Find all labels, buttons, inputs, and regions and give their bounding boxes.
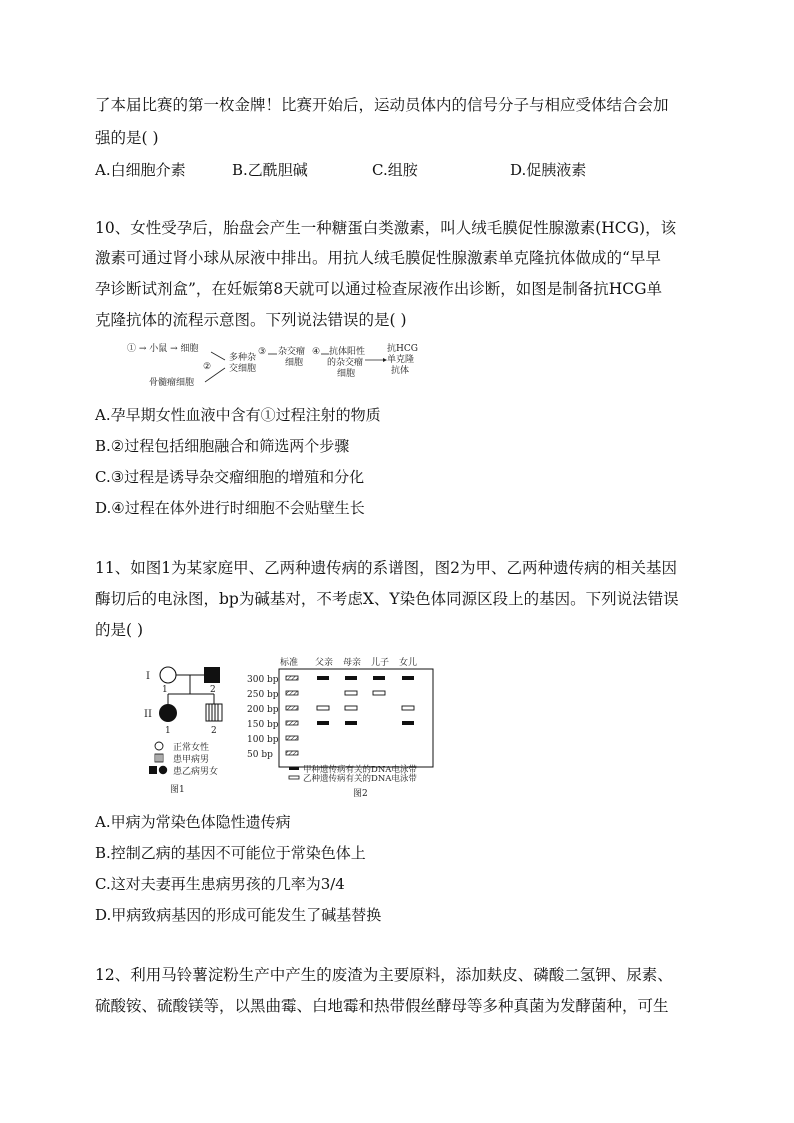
flow-pos-label-1: 抗体阳性 bbox=[329, 347, 366, 357]
legend-yi-band-icon bbox=[289, 776, 299, 779]
mother-band-jia-300 bbox=[345, 676, 357, 680]
col-header-mother: 母亲 bbox=[343, 658, 362, 668]
q10-line-2: 激素可通过肾小球从尿液中排出。用抗人绒毛膜促性腺激素单克隆抗体做成的“早早 bbox=[95, 249, 661, 267]
daughter-band-jia-150 bbox=[402, 721, 414, 725]
row-label-300: 300 bp bbox=[247, 675, 279, 685]
mother-band-jia-150 bbox=[345, 721, 357, 725]
flow-pos-label-3: 细胞 bbox=[337, 369, 356, 379]
gen-1-num-1: 1 bbox=[162, 685, 168, 695]
flow-bone-label: 骨髓瘤细胞 bbox=[149, 378, 195, 388]
flow-step1-label: ① → 小鼠 → 细胞 bbox=[127, 344, 199, 354]
ladder-band-50 bbox=[286, 751, 298, 755]
ladder-band-200 bbox=[286, 706, 298, 710]
q10-line-4: 克隆抗体的流程示意图。下列说法错误的是( ) bbox=[95, 311, 407, 329]
flow-hyb-label-2: 细胞 bbox=[285, 358, 304, 368]
legend-normal-female: 正常女性 bbox=[173, 743, 210, 753]
q11-option-a: A.甲病为常染色体隐性遗传病 bbox=[95, 813, 291, 831]
legend-normal-female-icon bbox=[155, 742, 163, 750]
q10-option-d: D.④过程在体外进行时细胞不会贴壁生长 bbox=[95, 499, 365, 517]
gen-2-num-1: 1 bbox=[165, 726, 171, 736]
father-band-jia-300 bbox=[317, 676, 329, 680]
daughter-affected-female-icon bbox=[159, 704, 177, 722]
legend-yi-female-icon bbox=[159, 766, 167, 774]
gen-2-label: II bbox=[144, 709, 152, 720]
q11-line-1: 11、如图1为某家庭甲、乙两种遗传病的系谱图，图2为甲、乙两种遗传病的相关基因 bbox=[95, 559, 677, 577]
daughter-band-yi-200 bbox=[402, 706, 414, 710]
flow-out-label-1: 抗HCG bbox=[387, 344, 418, 354]
col-header-standard: 标准 bbox=[280, 658, 299, 668]
q9-option-d: D.促胰液素 bbox=[510, 161, 587, 179]
flow-out-label-2: 单克隆 bbox=[387, 355, 415, 365]
q11-line-2: 酶切后的电泳图，bp为碱基对，不考虑X、Y染色体同源区段上的基因。下列说法错误 bbox=[95, 590, 679, 608]
father-affected-male-icon bbox=[204, 667, 220, 683]
pedigree-figure bbox=[140, 660, 250, 800]
gen-2-num-2: 2 bbox=[211, 726, 217, 736]
flow-step3-label: ③ bbox=[258, 347, 267, 357]
gen-1-label: I bbox=[146, 671, 150, 682]
legend-jia-band: 甲种遗传病有关的DNA电泳带 bbox=[303, 765, 417, 775]
son-band-jia-300 bbox=[373, 676, 385, 680]
q9-line-1: 了本届比赛的第一枚金牌！比赛开始后，运动员体内的信号分子与相应受体结合会加 bbox=[95, 96, 669, 114]
col-header-father: 父亲 bbox=[315, 658, 334, 668]
legend-yi-male-icon bbox=[149, 766, 157, 774]
ladder-band-100 bbox=[286, 736, 298, 740]
q11-option-d: D.甲病致病基因的形成可能发生了碱基替换 bbox=[95, 906, 382, 924]
col-header-son: 儿子 bbox=[371, 658, 390, 668]
col-header-daughter: 女儿 bbox=[399, 658, 418, 668]
row-label-150: 150 bp bbox=[247, 720, 279, 730]
q9-line-2: 强的是( ) bbox=[95, 129, 159, 147]
fig1-caption: 图1 bbox=[170, 785, 185, 795]
daughter-band-jia-300 bbox=[402, 676, 414, 680]
flow-mix-label-1: 多种杂 bbox=[229, 353, 257, 363]
legend-jia-band-icon bbox=[289, 767, 299, 770]
q9-option-a: A.白细胞介素 bbox=[95, 161, 186, 179]
q10-line-1: 10、女性受孕后，胎盘会产生一种糖蛋白类激素，叫人绒毛膜促性腺激素(HCG)，该 bbox=[95, 219, 677, 237]
q9-option-b: B.乙酰胆碱 bbox=[232, 161, 308, 179]
q10-option-c: C.③过程是诱导杂交瘤细胞的增殖和分化 bbox=[95, 468, 365, 486]
q10-option-a: A.孕早期女性血液中含有①过程注射的物质 bbox=[95, 406, 381, 424]
q10-line-3: 孕诊断试剂盒”，在妊娠第8天就可以通过检查尿液作出诊断，如图是制备抗HCG单 bbox=[95, 280, 663, 298]
mother-band-yi-200 bbox=[345, 706, 357, 710]
father-mother-female-icon bbox=[160, 667, 176, 683]
hybridoma-flow-diagram bbox=[125, 338, 425, 390]
ladder-band-150 bbox=[286, 721, 298, 725]
flow-arrow-a bbox=[211, 352, 225, 360]
q11-option-c: C.这对夫妻再生患病男孩的几率为3/4 bbox=[95, 875, 345, 893]
father-band-jia-150 bbox=[317, 721, 329, 725]
flow-step2-label: ② bbox=[203, 362, 212, 372]
fig2-caption: 图2 bbox=[353, 789, 368, 799]
gel-frame bbox=[279, 669, 433, 767]
legend-yi-band: 乙种遗传病有关的DNA电泳带 bbox=[303, 774, 417, 784]
ladder-band-250 bbox=[286, 691, 298, 695]
q12-line-1: 12、利用马铃薯淀粉生产中产生的废渣为主要原料，添加麸皮、磷酸二氢钾、尿素、 bbox=[95, 966, 673, 984]
son-band-yi-250 bbox=[373, 691, 385, 695]
q12-line-2: 硫酸铵、硫酸镁等，以黑曲霉、白地霉和热带假丝酵母等多种真菌为发酵菌种，可生 bbox=[95, 997, 669, 1015]
q10-option-b: B.②过程包括细胞融合和筛选两个步骤 bbox=[95, 437, 350, 455]
q11-option-b: B.控制乙病的基因不可能位于常染色体上 bbox=[95, 844, 366, 862]
row-label-50: 50 bp bbox=[247, 750, 273, 760]
son-jia-male-icon bbox=[206, 704, 222, 721]
flow-out-label-3: 抗体 bbox=[391, 366, 410, 376]
row-label-250: 250 bp bbox=[247, 690, 279, 700]
flow-hyb-label-1: 杂交瘤 bbox=[278, 347, 306, 357]
gen-1-num-2: 2 bbox=[210, 685, 216, 695]
mother-band-yi-250 bbox=[345, 691, 357, 695]
flow-step4-label: ④ bbox=[312, 347, 321, 357]
flow-pos-label-2: 的杂交瘤 bbox=[327, 358, 364, 368]
q9-option-c: C.组胺 bbox=[372, 161, 418, 179]
flow-mix-label-2: 交细胞 bbox=[229, 364, 257, 374]
q11-line-3: 的是( ) bbox=[95, 621, 144, 639]
electrophoresis-figure bbox=[245, 654, 445, 800]
ladder-band-300 bbox=[286, 676, 298, 680]
row-label-200: 200 bp bbox=[247, 705, 279, 715]
legend-yi-male-female: 患乙病男女 bbox=[173, 767, 219, 777]
father-band-yi-200 bbox=[317, 706, 329, 710]
row-label-100: 100 bp bbox=[247, 735, 279, 745]
legend-jia-male: 患甲病男 bbox=[173, 755, 210, 765]
